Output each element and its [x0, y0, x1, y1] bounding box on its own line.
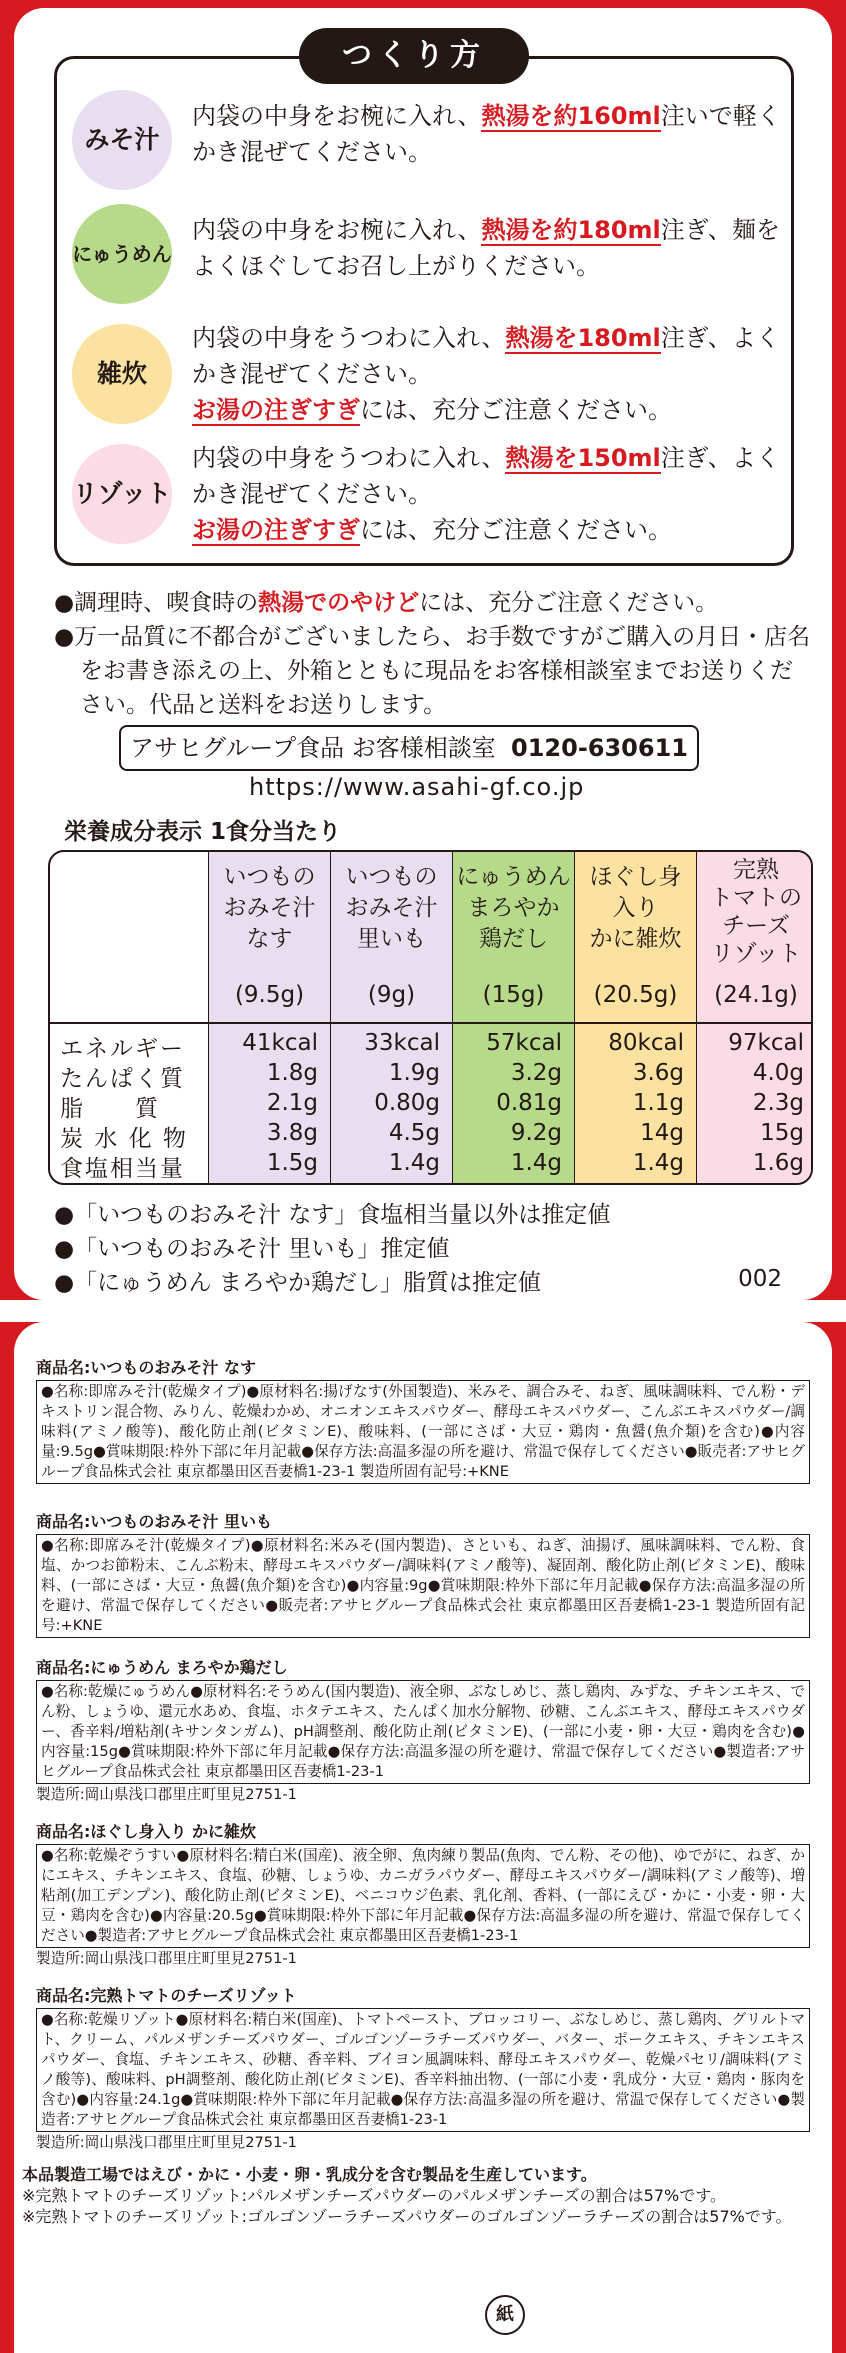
product-info: 商品名:完熟トマトのチーズリゾット ●名称:乾燥リゾット●原材料名:精白米(国産)、トマトペースト、ブロッコリー、ぶなしめじ、蒸し鶏肉、グリルトマト、クリーム、パルメザンチーズパウダー、ゴルゴンゾーラチーズパウダー、バター、ポークエキス、チキンエキスパウダー、食塩、チキンエキス、砂糖、香辛料、ブイヨン風調味料、酵母エキスパウダー、乾燥パセリ/調味料(アミノ酸等)、酸味料、pH調整剤、酸化防止剤(ビタミンE)、香辛料抽出物、(一部に小麦・乳成分・大豆・鶏肉・豚肉を含む)●内容量:24.1g●賞味期限:枠外下部に年月記載●保存方法:高温多湿の所を避け、常温で保存してください●製造者:アサヒグループ食品株式会社 東京都墨田区吾妻橋1-23-1 製造所:岡山県浅口郡里庄町里見2751-1 — [36, 1986, 810, 2153]
caution-notes: ●調理時、喫食時の熱湯でのやけどには、充分ご注意ください。 ●万一品質に不都合がございましたら、お手数ですがご購入の月日・店名をお書き添えの上、外箱とともに現品をお客様相談室までお送りください。代品と送料をお送りします。 — [54, 590, 811, 718]
cell: 0.80g — [374, 1090, 440, 1116]
page-title: つくり方 — [299, 28, 529, 84]
cell: 97kcal — [728, 1030, 804, 1056]
badge-nyumen: にゅうめん — [72, 204, 172, 304]
cell: 41kcal — [242, 1030, 318, 1056]
contact-box: アサヒグループ食品 お客様相談室 0120-630611 — [119, 725, 699, 771]
method-text: 内袋の中身をうつわに入れ、熱湯を180ml注ぎ、よくかき混ぜてください。 お湯の注ぎすぎには、充分ご注意ください。 — [192, 324, 780, 424]
product-info: 商品名:いつものおみそ汁 里いも ●名称:即席みそ汁(乾燥タイプ)●原材料名:米みそ(国内製造)、さといも、ねぎ、油揚げ、風味調味料、でん粉、食塩、かつお節粉末、こんぶ粉末、酵母エキスパウダー/調味料(アミノ酸等)、凝固剤、酸化防止剤(ビタミンE)、酸味料、(一部にさば・大豆・魚醤(魚介類)を含む)●内容量:9g●賞味期限:枠外下部に年月記載●保存方法:高温多湿の所を避け、常温で保存してください●販売者:アサヒグループ食品株式会社 東京都墨田区吾妻橋1-23-1 製造所固有記号:+KNE — [36, 1512, 810, 1638]
col-risotto: 完熟 トマトの チーズ リゾット (24.1g) — [696, 852, 813, 1185]
paper-recycle-icon: 紙 — [485, 2295, 525, 2335]
cell: 1.9g — [388, 1060, 440, 1086]
page-number: 002 — [738, 1266, 782, 1292]
cell: 4.0g — [752, 1060, 804, 1086]
method-text: 内袋の中身をお椀に入れ、熱湯を約160ml注いで軽くかき混ぜてください。 — [192, 102, 781, 166]
method-zosui — [72, 324, 782, 424]
cooking-panel — [14, 8, 832, 1300]
cell: 0.81g — [496, 1090, 562, 1116]
cell: 1.1g — [632, 1090, 684, 1116]
cell: 3.2g — [510, 1060, 562, 1086]
row-label: たんぱく質 — [60, 1066, 185, 1092]
col-satoimo: いつもの おみそ汁 里いも (9g) — [330, 852, 452, 1185]
divider — [50, 1022, 813, 1024]
col-nasu: いつもの おみそ汁 なす (9.5g) — [208, 852, 330, 1185]
row-label: 食塩相当量 — [60, 1156, 185, 1182]
nutrition-table — [48, 850, 813, 1185]
method-miso — [72, 90, 782, 190]
cell: 14g — [640, 1120, 684, 1146]
col-zosui: ほぐし身 入り かに雑炊 (20.5g) — [574, 852, 696, 1185]
website-url[interactable]: https://www.asahi-gf.co.jp — [249, 773, 585, 801]
cell: 80kcal — [608, 1030, 684, 1056]
row-label: 脂 質 — [60, 1096, 160, 1122]
col-nyumen: にゅうめん まろやか 鶏だし (15g) — [452, 852, 574, 1185]
cell: 2.3g — [752, 1090, 804, 1116]
badge-risotto: リゾット — [72, 444, 172, 544]
cell: 1.4g — [510, 1150, 562, 1176]
method-text: 内袋の中身をお椀に入れ、熱湯を約180ml注ぎ、麺をよくほぐしてお召し上がりください。 — [192, 216, 780, 280]
row-label: 炭 水 化 物 — [60, 1126, 188, 1152]
cell: 15g — [760, 1120, 804, 1146]
allergen-notes: 本品製造工場ではえび・かに・小麦・卵・乳成分を含む製品を生産しています。 ※完熟トマトのチーズリゾット:パルメザンチーズパウダーのパルメザンチーズの割合は57%です。 ※完熟トマトのチーズリゾット:ゴルゴンゾーラチーズパウダーのゴルゴンゾーラチーズの割合は57%です。 — [22, 2165, 792, 2226]
cell: 3.6g — [632, 1060, 684, 1086]
cell: 57kcal — [486, 1030, 562, 1056]
cell: 1.4g — [388, 1150, 440, 1176]
method-nyumen — [72, 204, 782, 304]
method-text: 内袋の中身をうつわに入れ、熱湯を150ml注ぎ、よくかき混ぜてください。 お湯の注ぎすぎには、充分ご注意ください。 — [192, 444, 780, 544]
cell: 1.8g — [266, 1060, 318, 1086]
cell: 1.5g — [266, 1150, 318, 1176]
method-risotto — [72, 444, 782, 544]
product-info: 商品名:ほぐし身入り かに雑炊 ●名称:乾燥ぞうすい●原材料名:精白米(国産)、液全卵、魚肉練り製品(魚肉、でん粉、その他)、ゆでがに、ねぎ、かにエキス、チキンエキス、食塩、砂糖、しょうゆ、カニガラパウダー、酵母エキスパウダー/調味料(アミノ酸等)、増粘剤(加工デンプン)、酸化防止剤(ビタミンE)、ベニコウジ色素、乳化剤、香料、(一部にえび・かに・小麦・卵・大豆・鶏肉を含む)●内容量:20.5g●賞味期限:枠外下部に年月記載●保存方法:高温多湿の所を避け、常温で保存してください●製造者:アサヒグループ食品株式会社 東京都墨田区吾妻橋1-23-1 製造所:岡山県浅口郡里庄町里見2751-1 — [36, 1822, 810, 1969]
nutrition-title: 栄養成分表示 1食分当たり — [64, 819, 342, 845]
product-info: 商品名:いつものおみそ汁 なす ●名称:即席みそ汁(乾燥タイプ)●原材料名:揚げなす(外国製造)、米みそ、調合みそ、ねぎ、風味調味料、でん粉・デキストリン混合物、みりん、乾燥わかめ、オニオンエキスパウダー、酵母エキスパウダー、こんぶエキスパウダー/調味料(アミノ酸等)、酸化防止剤(ビタミンE)、酸味料、(一部にさば・大豆・鶏肉・魚醤(魚介類)を含む)●内容量:9.5g●賞味期限:枠外下部に年月記載●保存方法:高温多湿の所を避け、常温で保存してください●販売者:アサヒグループ食品株式会社 東京都墨田区吾妻橋1-23-1 製造所固有記号:+KNE — [36, 1358, 810, 1484]
badge-miso: みそ汁 — [72, 90, 172, 190]
fold-gap — [0, 1300, 846, 1322]
row-label: エネルギー — [60, 1036, 185, 1062]
product-info: 商品名:にゅうめん まろやか鶏だし ●名称:乾燥にゅうめん●原材料名:そうめん(国内製造)、液全卵、ぶなしめじ、蒸し鶏肉、みずな、チキンエキス、でん粉、しょうゆ、還元水あめ、食塩、ホタテエキス、たんぱく加水分解物、砂糖、こんぶエキス、酵母エキスパウダー、香辛料/増粘剤(キサンタンガム)、pH調整剤、酸化防止剤(ビタミンE)、(一部に小麦・卵・大豆・鶏肉を含む)●内容量:15g●賞味期限:枠外下部に年月記載●保存方法:高温多湿の所を避け、常温で保存してください●製造者:アサヒグループ食品株式会社 東京都墨田区吾妻橋1-23-1 製造所:岡山県浅口郡里庄町里見2751-1 — [36, 1658, 810, 1805]
badge-zosui: 雑炊 — [72, 324, 172, 424]
cell: 4.5g — [388, 1120, 440, 1146]
nutrition-footnotes: ●「いつものおみそ汁 なす」食塩相当量以外は推定値 ●「いつものおみそ汁 里いも」推定値 ●「にゅうめん まろやか鶏だし」脂質は推定値 — [54, 1202, 611, 1296]
cell: 2.1g — [266, 1090, 318, 1116]
cell: 9.2g — [510, 1120, 562, 1146]
cell: 3.8g — [266, 1120, 318, 1146]
cell: 1.4g — [632, 1150, 684, 1176]
cell: 33kcal — [364, 1030, 440, 1056]
cell: 1.6g — [752, 1150, 804, 1176]
